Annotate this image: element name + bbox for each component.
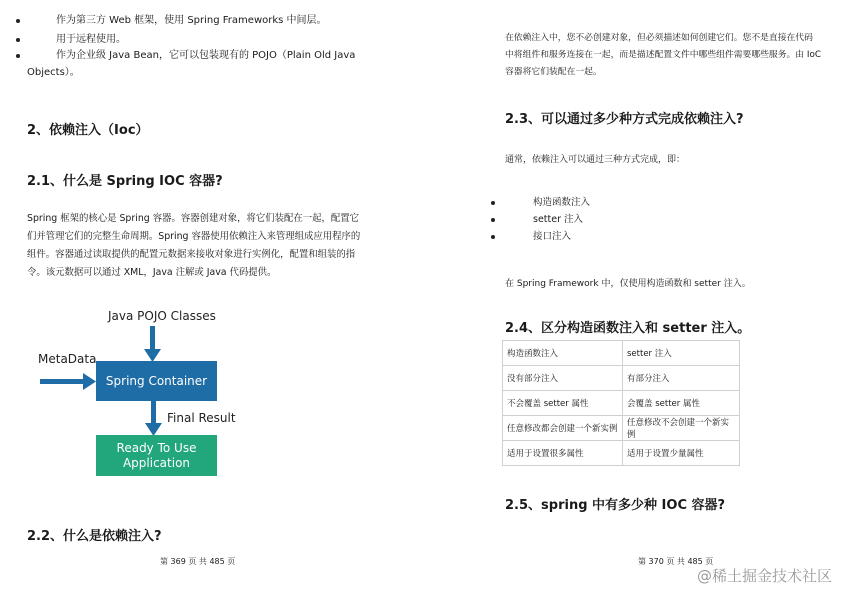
table-cell: 没有部分注入 bbox=[503, 366, 623, 391]
ioc-paragraph: Spring 框架的核心是 Spring 容器。容器创建对象，将它们装配在一起，配置它 们并管理它们的完整生命周期。Spring 容器使用依赖注入来管理组成应用程序的 组件。容器通过读取提供的配置元数据来接收对象进行实例化，配置和组装的指 令。该元数据可以通过 XML，Java 注解或 Java 代码提供。 bbox=[27, 213, 361, 278]
table-cell: 会覆盖 setter 属性 bbox=[623, 391, 740, 416]
table-cell: 有部分注入 bbox=[623, 366, 740, 391]
bullet-dot-icon bbox=[491, 235, 495, 239]
spring-container-box: Spring Container bbox=[96, 361, 217, 401]
list-item: 接口注入 bbox=[533, 228, 571, 245]
di-intro-paragraph: 在依赖注入中，您不必创建对象，但必须描述如何创建它们。您不是直接在代码 中将组件和服务连接在一起，而是描述配置文件中哪些组件需要哪些服务。由 IoC 容器将它们装配在一起。 bbox=[505, 33, 822, 77]
spring-container-diagram bbox=[0, 300, 430, 490]
right-page bbox=[430, 0, 860, 591]
arrow-down-icon bbox=[145, 400, 162, 436]
site-watermark: @稀土掘金技术社区 bbox=[697, 567, 833, 585]
heading-spring-ioc-container: 2.1、什么是 Spring IOC 容器? bbox=[27, 174, 223, 189]
heading-constructor-vs-setter: 2.4、区分构造函数注入和 setter 注入。 bbox=[505, 321, 751, 336]
list-item: 作为企业级 Java Bean，它可以包装现有的 POJO（Plain Old Java bbox=[56, 47, 355, 64]
table-cell: 构造函数注入 bbox=[503, 341, 623, 366]
diagram-label-pojo-classes: Java POJO Classes bbox=[108, 309, 216, 323]
ready-application-box: Ready To Use Application bbox=[96, 435, 217, 476]
table-cell: 适用于设置很多属性 bbox=[503, 441, 623, 466]
list-item: setter 注入 bbox=[533, 211, 583, 228]
heading-what-is-di: 2.2、什么是依赖注入? bbox=[27, 529, 162, 544]
bullet-dot-icon bbox=[491, 218, 495, 222]
spring-injection-note: 在 Spring Framework 中，仅使用构造函数和 setter 注入。 bbox=[505, 279, 751, 289]
list-item: 构造函数注入 bbox=[533, 194, 590, 211]
table-cell: 任意修改都会创建一个新实例 bbox=[503, 416, 623, 441]
diagram-label-final-result: Final Result bbox=[167, 411, 236, 425]
table-row bbox=[503, 391, 740, 416]
bullet-dot-icon bbox=[16, 38, 20, 42]
heading-dependency-injection: 2、依赖注入（Ioc） bbox=[27, 123, 149, 138]
table-cell: 任意修改不会创建一个新实例 bbox=[623, 416, 740, 441]
table-row bbox=[503, 366, 740, 391]
comparison-table bbox=[502, 340, 740, 466]
list-item: 用于远程使用。 bbox=[56, 31, 126, 48]
page-number-footer: 第 369 页 共 485 页 bbox=[160, 557, 236, 566]
table-cell: setter 注入 bbox=[623, 341, 740, 366]
heading-ioc-container-types: 2.5、spring 中有多少种 IOC 容器? bbox=[505, 498, 726, 513]
bullet-dot-icon bbox=[491, 201, 495, 205]
heading-di-methods: 2.3、可以通过多少种方式完成依赖注入? bbox=[505, 112, 744, 127]
table-cell: 不会覆盖 setter 属性 bbox=[503, 391, 623, 416]
diagram-label-metadata: MetaData bbox=[38, 352, 97, 366]
methods-intro-text: 通常，依赖注入可以通过三种方式完成，即： bbox=[505, 155, 686, 165]
arrow-down-icon bbox=[144, 326, 161, 362]
bullet-dot-icon bbox=[16, 19, 20, 23]
page-number-footer: 第 370 页 共 485 页 bbox=[638, 557, 714, 566]
bullet-dot-icon bbox=[16, 54, 20, 58]
table-row bbox=[503, 441, 740, 466]
arrow-right-icon bbox=[40, 373, 96, 390]
table-row bbox=[503, 416, 740, 441]
list-item-continuation: Objects）。 bbox=[27, 67, 80, 78]
table-row bbox=[503, 341, 740, 366]
table-cell: 适用于设置少量属性 bbox=[623, 441, 740, 466]
list-item: 作为第三方 Web 框架，使用 Spring Frameworks 中间层。 bbox=[56, 12, 327, 29]
